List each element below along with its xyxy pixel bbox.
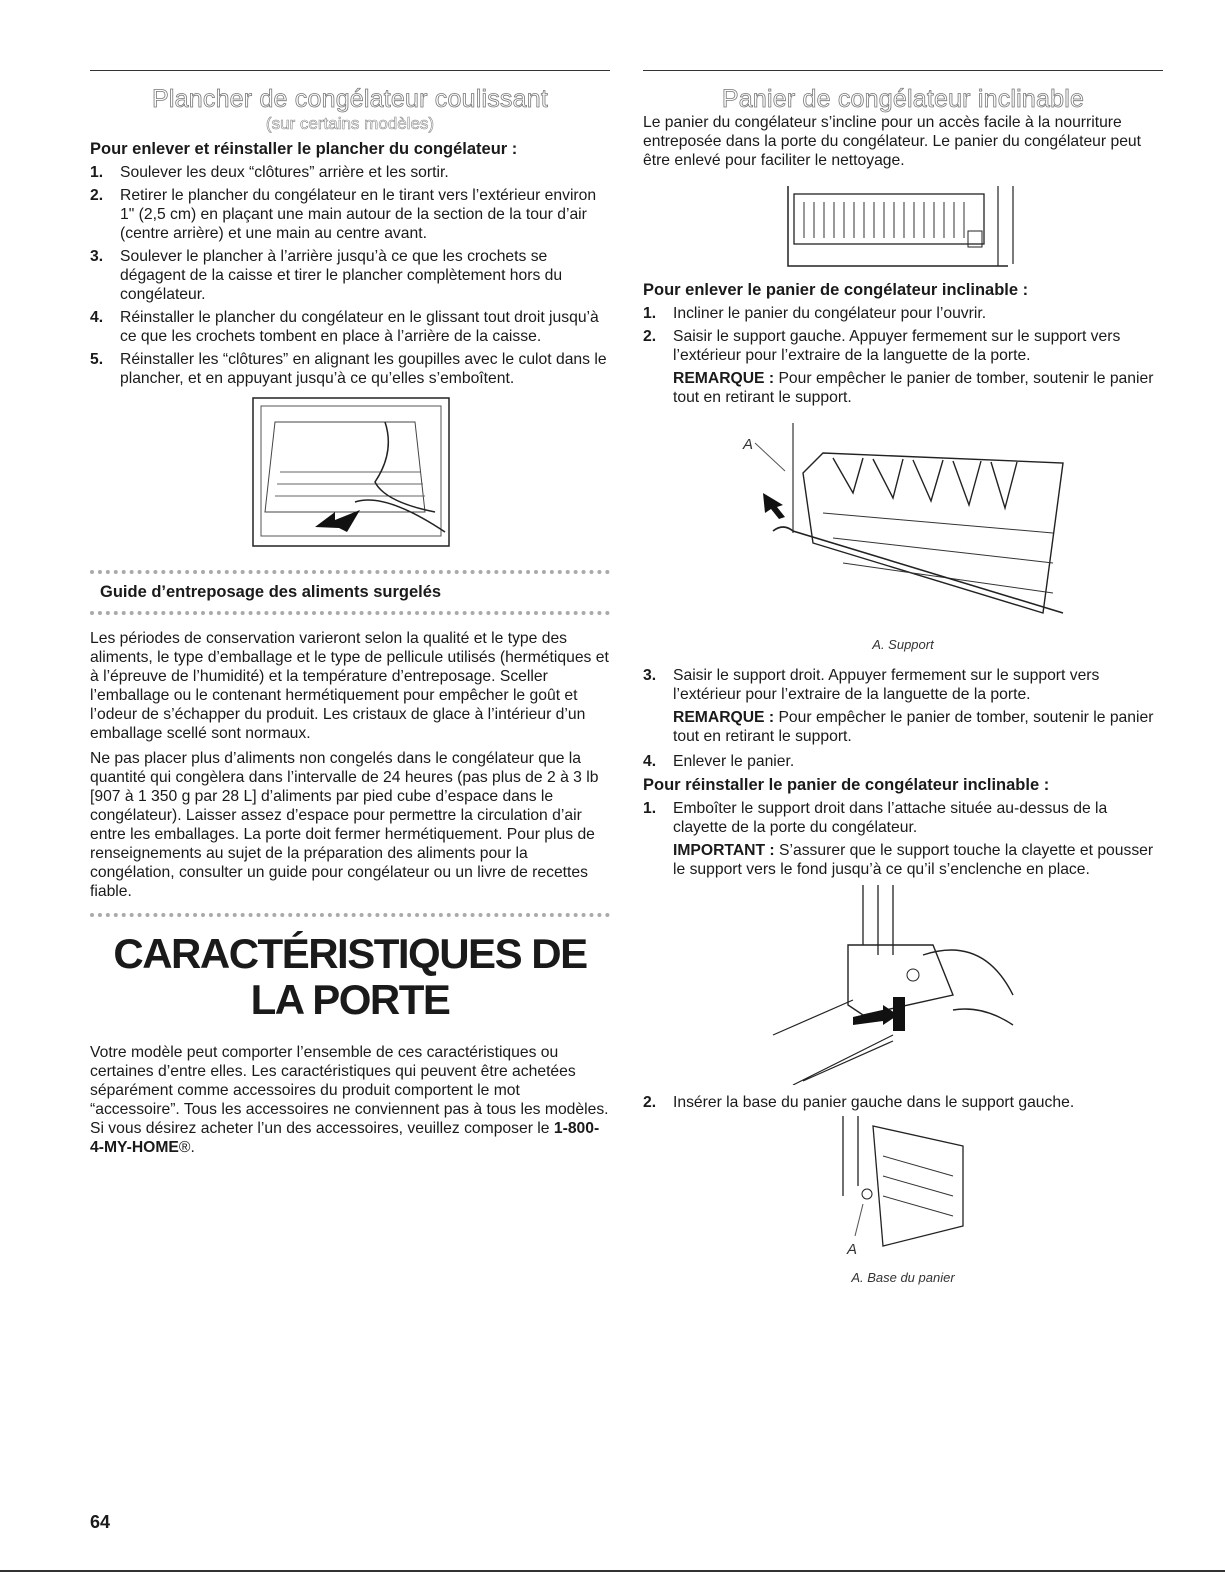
tilt-basket-illustration [768, 176, 1038, 276]
guide-paragraph-1: Les périodes de conservation varieront selon la qualité et le type des aliments, le type d’emballage et le type de pellicule utilisés (hermétiques et à l’épreuve de l’humidité) et la température d’entreposage. Sceller l’emballage ou le contenant hermétiquement pour empêcher le goût et l’odeur de s’échapper du produit. Les cristaux de glace à l’intérieur d’un emballage scellé sont normaux. [90, 630, 609, 742]
list-item: 1. Incliner le panier du congélateur pour l’ouvrir. [643, 305, 987, 322]
left-column [90, 70, 610, 1163]
guide-paragraph-2: Ne pas placer plus d’aliments non congelés dans le congélateur que la quantité qui congèlera dans l’intervalle de 24 heures (pas plus de 2 à 3 lb [907 à 1 350 g par 28 L] d’aliments par pied cube d’espace dans le congélateur). Laisser assez d’espace pour permettre la circulation d’air entre les emballages. La porte doit fermer hermétiquement. Pour plus de renseignements au sujet de la préparation des aliments pour la congélation, consulter un guide pour congélateur ou un livre de recettes fiable. [90, 750, 599, 900]
remove-steps-continued [643, 666, 1163, 704]
figure-caption: A. Base du panier [851, 1270, 955, 1285]
list-item: 5. Réinstaller les “clôtures” en alignant les goupilles avec le culot dans le plancher, et en appuyant jusqu’à ce qu’elles s’emboîtent. [90, 351, 607, 387]
basket-base-illustration [823, 1116, 983, 1266]
section-title: Panier de congélateur inclinable [721, 85, 1085, 113]
list-item: 2. Retirer le plancher du congélateur en le tirant vers l’extérieur environ 1" (2,5 cm) en plaçant une main autour de la section de la tour d’air (centre arrière) et une main au centre avant. [90, 187, 597, 242]
reinstall-basket-heading: Pour réinstaller le panier de congélateur inclinable : [643, 776, 1050, 794]
list-item: 1. Soulever les deux “clôtures” arrière et les sortir. [90, 164, 449, 181]
basket-intro: Le panier du congélateur s’incline pour un accès facile à la nourriture entreposée dans la porte du congélateur. Le panier du congélateur peut être enlevé pour faciliter le nettoyage. [643, 114, 1142, 169]
freezer-floor-illustration [235, 392, 465, 552]
remove-steps [643, 304, 1163, 365]
remove-steps-final [643, 752, 1163, 771]
figure-caption: A. Support [872, 637, 934, 652]
right-column [643, 70, 1163, 1299]
important-note: IMPORTANT : S’assurer que le support touche la clayette et pousser le support vers le fond jusqu’à ce qu’il s’enclenche en place. [673, 842, 1154, 878]
remove-floor-heading: Pour enlever et réinstaller le plancher du congélateur : [90, 140, 518, 158]
floor-steps [90, 163, 610, 388]
list-item: 3. Saisir le support droit. Appuyer fermement sur le support vers l’extérieur pour l’extraire de la languette de la porte. [643, 667, 1100, 703]
figure-label-a: A [847, 1241, 858, 1258]
remove-basket-heading: Pour enlever le panier de congélateur inclinable : [643, 281, 1029, 299]
reinstall-steps-continued [643, 1093, 1163, 1112]
remarque-note: REMARQUE : Pour empêcher le panier de tomber, soutenir le panier tout en retirant le support. [673, 709, 1154, 745]
remarque-note: REMARQUE : Pour empêcher le panier de tomber, soutenir le panier tout en retirant le support. [673, 370, 1154, 406]
section-subtitle: (sur certains modèles) [265, 114, 435, 133]
list-item: 4. Réinstaller le plancher du congélateur en le glissant tout droit jusqu’à ce que les crochets tombent en place à l’arrière de la caisse. [90, 309, 599, 345]
figure-label-a: A [743, 436, 754, 453]
page-number: 64 [90, 1512, 111, 1532]
top-rule [90, 70, 610, 71]
reinstall-steps [643, 799, 1163, 837]
section-title: Plancher de congélateur coulissant [152, 85, 548, 113]
list-item: 3. Soulever le plancher à l’arrière jusqu’à ce que les crochets se dégagent de la caisse et tirer le plancher complètement hors du congélateur. [90, 248, 563, 303]
guide-heading: Guide d’entreposage des aliments surgelés [90, 570, 610, 615]
top-rule [643, 70, 1163, 71]
list-item: 2. Saisir le support gauche. Appuyer fermement sur le support vers l’extérieur pour l’extraire de la languette de la porte. [643, 328, 1121, 364]
door-features-title: CARACTÉRISTIQUES DE LA PORTE [113, 930, 587, 1023]
support-removal-illustration [723, 413, 1083, 633]
door-features-paragraph: Votre modèle peut comporter l’ensemble de ces caractéristiques ou certaines d’entre elles. Les caractéristiques qui peuvent être achetées séparément comme accessoires du produit comportent le mot “accessoire”. Tous les accessoires ne conviennent pas à tous les modèles. Si vous désirez acheter l’un des accessoires, veuillez composer le 1-800-4-MY-HOME®. [90, 1044, 609, 1156]
divider [90, 913, 610, 917]
list-item: 4. Enlever le panier. [643, 753, 795, 770]
phone-number: 1-800-4-MY-HOME [90, 1120, 600, 1156]
list-item: 2. Insérer la base du panier gauche dans le support gauche. [643, 1094, 1075, 1111]
bottom-rule [0, 1570, 1225, 1572]
support-clip-illustration [753, 885, 1053, 1085]
list-item: 1. Emboîter le support droit dans l’attache située au-dessus de la clayette de la porte du congélateur. [643, 800, 1108, 836]
